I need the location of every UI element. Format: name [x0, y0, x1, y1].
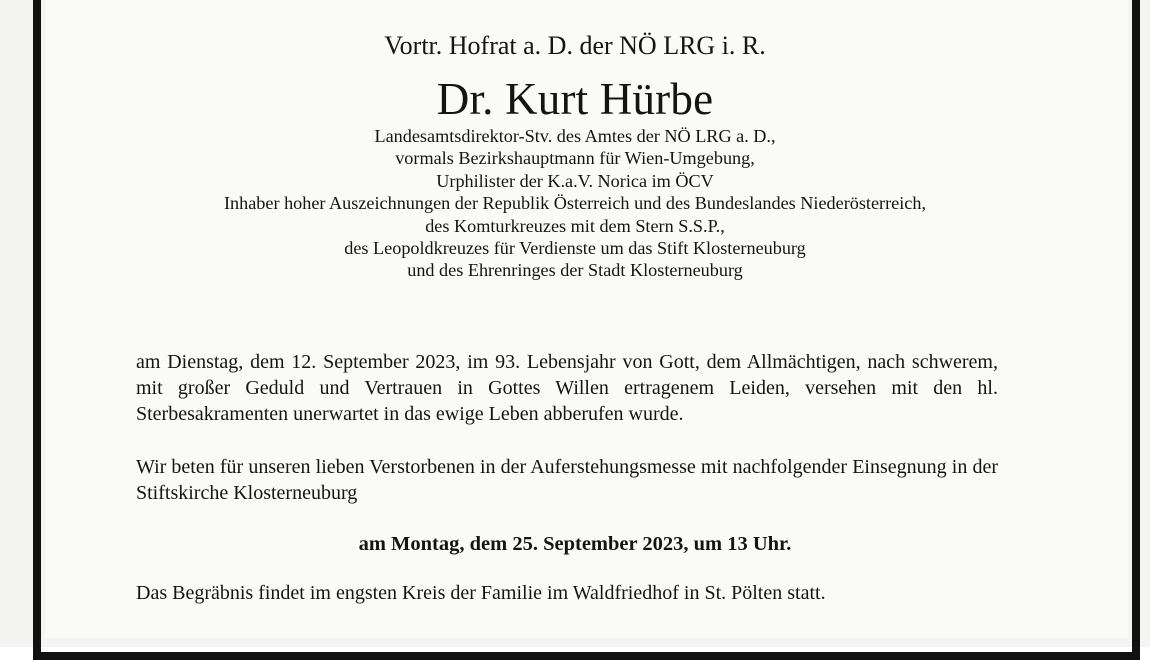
prefix-title: Vortr. Hofrat a. D. der NÖ LRG i. R.	[384, 31, 766, 60]
mass-date: am Montag, dem 25. September 2023, um 13 Uhr.	[358, 533, 792, 555]
honor-line: vormals Bezirkshauptmann für Wien-Umgebung,	[395, 148, 755, 169]
mass-paragraph: Wir beten für unseren lieben Verstorbenen in der Auferstehungsmesse mit nachfolgender Einsegnung in der Stiftskirche Klosterneuburg	[136, 456, 998, 504]
honor-line: Inhaber hoher Auszeichnungen der Republik Österreich und des Bundeslandes Niederösterreich,	[223, 193, 926, 214]
honor-line: Landesamtsdirektor-Stv. des Amtes der NÖ LRG a. D.,	[374, 126, 776, 146]
honor-line: Urphilister der K.a.V. Norica im ÖCV	[436, 170, 714, 191]
honor-line: und des Ehrenringes der Stadt Klosterneuburg	[407, 260, 743, 281]
death-paragraph: am Dienstag, dem 12. September 2023, im 93. Lebensjahr von Gott, dem Allmächtigen, nach schwerem, mit großer Geduld und Vertrauen in Gottes Willen ertragenem Leiden, versehen mit den hl. Sterbesakramenten unerwartet in das ewige Leben abberufen wurde.	[136, 351, 998, 425]
honor-line: des Leopoldkreuzes für Verdienste um das Stift Klosterneuburg	[344, 238, 806, 259]
honor-line: des Komturkreuzes mit dem Stern S.S.P.,	[425, 215, 725, 236]
deceased-name: Dr. Kurt Hürbe	[436, 74, 714, 124]
honors-list	[0, 125, 1150, 282]
burial-paragraph: Das Begräbnis findet im engsten Kreis der Familie im Waldfriedhof in St. Pölten statt.	[136, 582, 826, 604]
